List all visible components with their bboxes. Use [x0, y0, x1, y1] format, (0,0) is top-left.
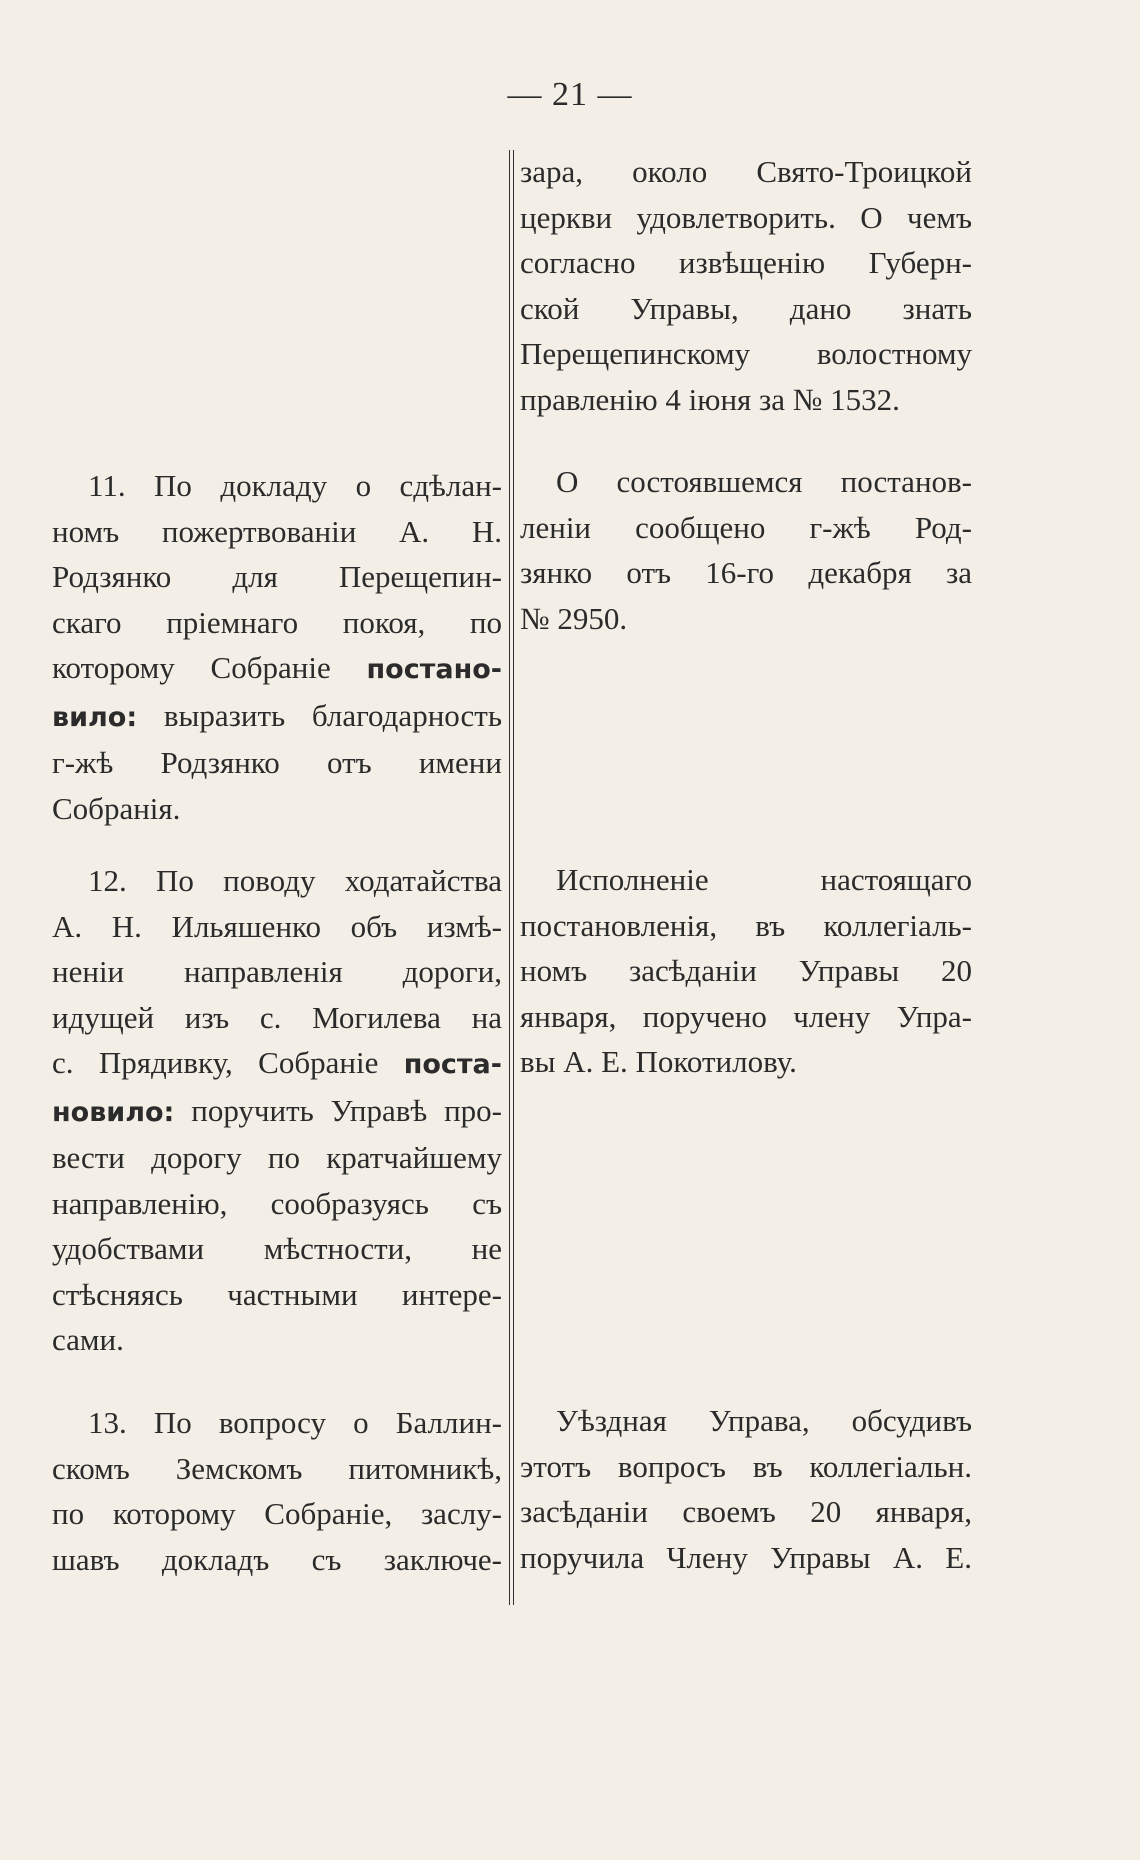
text-line: скомъ Земскомъ питомникѣ,	[52, 1450, 502, 1486]
text-line: скаго пріемнаго покоя, по	[52, 604, 502, 640]
text-line: Исполненіе настоящаго	[556, 862, 972, 897]
text-line: стѣсняясь частными интере-	[52, 1276, 502, 1312]
text-line: правленію 4 іюня за № 1532.	[520, 381, 900, 417]
text-line: А. Н. Ильяшенко объ измѣ-	[52, 908, 502, 944]
text-line: неніи направленія дороги,	[52, 954, 502, 989]
text-line: этотъ вопросъ въ коллегіальн.	[520, 1448, 972, 1484]
right-block-2	[520, 459, 972, 641]
text-line: новило: поручить Управѣ про-	[52, 1092, 502, 1128]
text-line: с. Прядивку, Собраніе поста-	[52, 1045, 502, 1080]
text-line: леніи сообщено г-жѣ Род-	[520, 509, 972, 545]
text-line: января, поручено члену Упра-	[520, 998, 972, 1034]
text-line: вы А. Е. Покотилову.	[520, 1044, 797, 1079]
right-block-3	[520, 857, 972, 1085]
text-line: постановленія, въ коллегіаль-	[520, 907, 972, 943]
text-line: Перещепинскому волостному	[520, 336, 972, 371]
text-line: удобствами мѣстности, не	[52, 1231, 502, 1266]
emphasis: постано-	[366, 654, 502, 685]
text-line: 11. По докладу о сдѣлан-	[88, 468, 502, 503]
column-divider	[509, 150, 514, 1605]
right-block-4	[520, 1398, 972, 1580]
item-11	[52, 463, 502, 831]
text-line: шавъ докладъ съ заключе-	[52, 1541, 502, 1577]
text-line: Собранія.	[52, 790, 181, 826]
text-line: О состоявшемся постанов-	[556, 464, 972, 499]
text-line: номъ засѣданіи Управы 20	[520, 953, 972, 988]
text-line: зара, около Свято-Троицкой	[520, 154, 972, 189]
text-line: номъ пожертвованіи А. Н.	[52, 513, 502, 549]
text-line: направленію, сообразуясь съ	[52, 1185, 502, 1221]
text-line: церкви удовлетворить. О чемъ	[520, 199, 972, 235]
text-line: сами.	[52, 1322, 124, 1357]
text-line: 13. По вопросу о Баллин-	[88, 1405, 502, 1440]
item-12	[52, 858, 502, 1363]
emphasis: вило:	[52, 701, 138, 733]
text-line: Уѣздная Управа, обсудивъ	[556, 1403, 972, 1438]
text-line: согласно извѣщенію Губерн-	[520, 245, 972, 280]
text-line: вило: выразить благодарность	[52, 697, 502, 733]
page-number: — 21 —	[507, 76, 633, 113]
text-line: поручила Члену Управы А. Е.	[520, 1539, 972, 1575]
text-line: идущей изъ с. Могилева на	[52, 999, 502, 1035]
right-block-1	[520, 149, 972, 422]
text-line: ской Управы, дано знать	[520, 290, 972, 326]
text-line: 12. По поводу ходатайства	[88, 863, 502, 898]
emphasis: поста-	[403, 1049, 502, 1080]
text-line: по которому Собраніе, заслу-	[52, 1496, 502, 1531]
text-line: зянко отъ 16-го декабря за	[520, 555, 972, 590]
emphasis: новило:	[52, 1096, 175, 1128]
item-13	[52, 1400, 502, 1582]
text-line: г-жѣ Родзянко отъ имени	[52, 745, 502, 780]
text-line: № 2950.	[520, 600, 628, 636]
text-line: Родзянко для Перещепин-	[52, 559, 502, 594]
text-line: которому Собраніе постано-	[52, 650, 502, 685]
text-line: засѣданіи своемъ 20 января,	[520, 1494, 972, 1529]
text-line: вести дорогу по кратчайшему	[52, 1140, 502, 1175]
